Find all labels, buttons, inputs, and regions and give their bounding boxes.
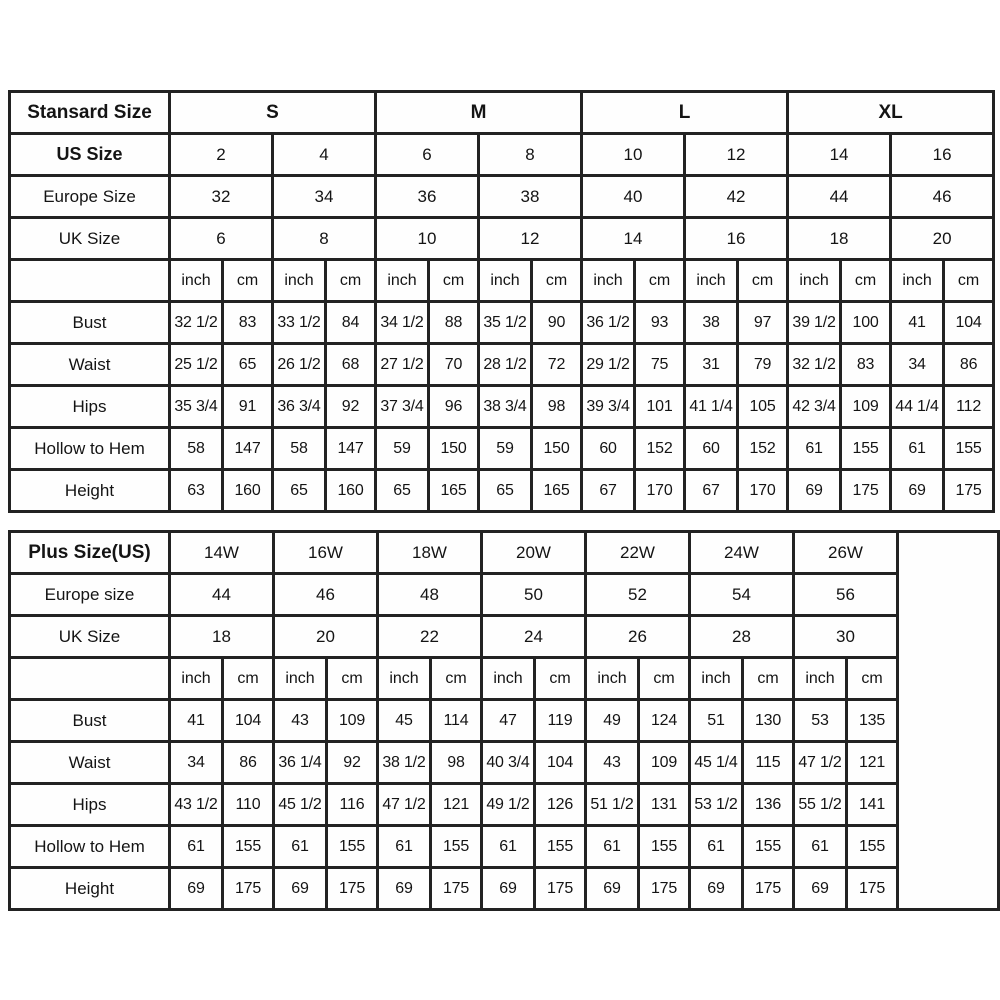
size-group-header: 14W <box>170 532 274 574</box>
unit-inch-header: inch <box>685 260 738 302</box>
size-group-header: XL <box>788 92 994 134</box>
size-info-row <box>10 218 994 260</box>
measurement-cell: 155 <box>944 428 994 470</box>
row-label: Hips <box>10 386 170 428</box>
empty-spacer-cell <box>898 532 999 910</box>
measurement-cell: 58 <box>170 428 223 470</box>
measurement-cell: 105 <box>738 386 788 428</box>
measurement-cell: 53 <box>794 700 847 742</box>
unit-inch-header: inch <box>788 260 841 302</box>
measurement-cell: 59 <box>479 428 532 470</box>
measurement-cell: 124 <box>639 700 690 742</box>
unit-cm-header: cm <box>223 260 273 302</box>
measurement-cell: 155 <box>743 826 794 868</box>
measurement-cell: 49 <box>586 700 639 742</box>
unit-cm-header: cm <box>431 658 482 700</box>
measurement-cell: 160 <box>223 470 273 512</box>
measurement-cell: 61 <box>891 428 944 470</box>
measurement-cell: 29 1/2 <box>582 344 635 386</box>
measurement-cell: 92 <box>327 742 378 784</box>
row-label: Height <box>10 868 170 910</box>
size-value-cell: 26 <box>586 616 690 658</box>
unit-cm-header: cm <box>635 260 685 302</box>
measurement-cell: 69 <box>794 868 847 910</box>
size-info-row <box>10 134 994 176</box>
measurement-cell: 69 <box>170 868 223 910</box>
size-value-cell: 6 <box>170 218 273 260</box>
unit-cm-header: cm <box>841 260 891 302</box>
measurement-cell: 100 <box>841 302 891 344</box>
measurement-row <box>10 742 999 784</box>
measurement-cell: 104 <box>535 742 586 784</box>
unit-inch-header: inch <box>482 658 535 700</box>
measurement-cell: 51 1/2 <box>586 784 639 826</box>
size-value-cell: 10 <box>582 134 685 176</box>
measurement-cell: 60 <box>685 428 738 470</box>
row-label: Hollow to Hem <box>10 826 170 868</box>
size-value-cell: 46 <box>274 574 378 616</box>
measurement-cell: 96 <box>429 386 479 428</box>
measurement-cell: 55 1/2 <box>794 784 847 826</box>
measurement-cell: 68 <box>326 344 376 386</box>
measurement-cell: 155 <box>535 826 586 868</box>
measurement-cell: 45 1/2 <box>274 784 327 826</box>
measurement-cell: 37 3/4 <box>376 386 429 428</box>
measurement-cell: 47 1/2 <box>794 742 847 784</box>
measurement-cell: 61 <box>788 428 841 470</box>
measurement-cell: 165 <box>429 470 479 512</box>
measurement-cell: 115 <box>743 742 794 784</box>
unit-cm-header: cm <box>847 658 898 700</box>
measurement-cell: 152 <box>738 428 788 470</box>
row-label: Waist <box>10 344 170 386</box>
unit-inch-header: inch <box>273 260 326 302</box>
unit-row-empty-label <box>10 658 170 700</box>
measurement-cell: 36 1/2 <box>582 302 635 344</box>
measurement-cell: 175 <box>431 868 482 910</box>
measurement-cell: 136 <box>743 784 794 826</box>
measurement-cell: 60 <box>582 428 635 470</box>
measurement-cell: 91 <box>223 386 273 428</box>
unit-inch-header: inch <box>479 260 532 302</box>
measurement-cell: 160 <box>326 470 376 512</box>
measurement-cell: 61 <box>378 826 431 868</box>
measurement-cell: 40 3/4 <box>482 742 535 784</box>
row-label: Bust <box>10 302 170 344</box>
measurement-cell: 63 <box>170 470 223 512</box>
measurement-cell: 175 <box>639 868 690 910</box>
measurement-cell: 36 3/4 <box>273 386 326 428</box>
unit-inch-header: inch <box>378 658 431 700</box>
size-value-cell: 32 <box>170 176 273 218</box>
plus-size-table <box>8 530 1000 911</box>
measurement-cell: 147 <box>223 428 273 470</box>
row-label: UK Size <box>10 616 170 658</box>
measurement-cell: 155 <box>841 428 891 470</box>
measurement-cell: 79 <box>738 344 788 386</box>
unit-inch-header: inch <box>170 260 223 302</box>
unit-cm-header: cm <box>429 260 479 302</box>
unit-cm-header: cm <box>738 260 788 302</box>
measurement-row <box>10 700 999 742</box>
measurement-cell: 35 1/2 <box>479 302 532 344</box>
measurement-cell: 36 1/4 <box>274 742 327 784</box>
measurement-cell: 69 <box>891 470 944 512</box>
measurement-cell: 84 <box>326 302 376 344</box>
unit-inch-header: inch <box>794 658 847 700</box>
measurement-cell: 165 <box>532 470 582 512</box>
unit-inch-header: inch <box>586 658 639 700</box>
measurement-cell: 70 <box>429 344 479 386</box>
measurement-row <box>10 302 994 344</box>
size-value-cell: 48 <box>378 574 482 616</box>
measurement-cell: 72 <box>532 344 582 386</box>
measurement-cell: 42 3/4 <box>788 386 841 428</box>
size-value-cell: 44 <box>788 176 891 218</box>
measurement-row <box>10 344 994 386</box>
measurement-row <box>10 470 994 512</box>
measurement-cell: 69 <box>378 868 431 910</box>
measurement-cell: 83 <box>223 302 273 344</box>
measurement-cell: 155 <box>431 826 482 868</box>
size-value-cell: 46 <box>891 176 994 218</box>
measurement-row <box>10 428 994 470</box>
measurement-cell: 86 <box>944 344 994 386</box>
measurement-cell: 69 <box>586 868 639 910</box>
size-value-cell: 4 <box>273 134 376 176</box>
measurement-cell: 109 <box>327 700 378 742</box>
measurement-cell: 25 1/2 <box>170 344 223 386</box>
measurement-cell: 121 <box>431 784 482 826</box>
size-group-header: S <box>170 92 376 134</box>
table-title: Plus Size(US) <box>10 532 170 574</box>
size-group-header: 20W <box>482 532 586 574</box>
size-value-cell: 30 <box>794 616 898 658</box>
row-label: Europe Size <box>10 176 170 218</box>
unit-cm-header: cm <box>944 260 994 302</box>
measurement-cell: 90 <box>532 302 582 344</box>
size-value-cell: 20 <box>274 616 378 658</box>
size-group-header-row <box>10 532 999 574</box>
measurement-cell: 65 <box>273 470 326 512</box>
measurement-cell: 109 <box>841 386 891 428</box>
measurement-cell: 31 <box>685 344 738 386</box>
measurement-cell: 93 <box>635 302 685 344</box>
measurement-cell: 58 <box>273 428 326 470</box>
measurement-cell: 44 1/4 <box>891 386 944 428</box>
measurement-cell: 69 <box>690 868 743 910</box>
size-value-cell: 14 <box>788 134 891 176</box>
unit-cm-header: cm <box>535 658 586 700</box>
row-label: US Size <box>10 134 170 176</box>
size-group-header: 18W <box>378 532 482 574</box>
size-info-row <box>10 616 999 658</box>
measurement-cell: 126 <box>535 784 586 826</box>
size-group-header: 24W <box>690 532 794 574</box>
size-value-cell: 22 <box>378 616 482 658</box>
measurement-cell: 61 <box>794 826 847 868</box>
standard-size-table <box>8 90 995 513</box>
row-label: UK Size <box>10 218 170 260</box>
measurement-cell: 131 <box>639 784 690 826</box>
size-value-cell: 12 <box>685 134 788 176</box>
measurement-cell: 38 1/2 <box>378 742 431 784</box>
measurement-cell: 104 <box>223 700 274 742</box>
unit-cm-header: cm <box>743 658 794 700</box>
measurement-cell: 175 <box>327 868 378 910</box>
unit-header-row <box>10 260 994 302</box>
measurement-cell: 32 1/2 <box>788 344 841 386</box>
measurement-cell: 38 3/4 <box>479 386 532 428</box>
measurement-row <box>10 386 994 428</box>
measurement-cell: 101 <box>635 386 685 428</box>
measurement-cell: 112 <box>944 386 994 428</box>
size-value-cell: 44 <box>170 574 274 616</box>
size-value-cell: 42 <box>685 176 788 218</box>
measurement-cell: 170 <box>635 470 685 512</box>
measurement-cell: 65 <box>479 470 532 512</box>
size-value-cell: 36 <box>376 176 479 218</box>
measurement-cell: 34 <box>170 742 223 784</box>
measurement-cell: 152 <box>635 428 685 470</box>
size-value-cell: 10 <box>376 218 479 260</box>
measurement-cell: 88 <box>429 302 479 344</box>
measurement-cell: 32 1/2 <box>170 302 223 344</box>
size-value-cell: 6 <box>376 134 479 176</box>
measurement-cell: 141 <box>847 784 898 826</box>
measurement-cell: 119 <box>535 700 586 742</box>
measurement-cell: 116 <box>327 784 378 826</box>
size-value-cell: 16 <box>685 218 788 260</box>
size-value-cell: 16 <box>891 134 994 176</box>
measurement-cell: 47 1/2 <box>378 784 431 826</box>
measurement-cell: 69 <box>482 868 535 910</box>
measurement-cell: 45 1/4 <box>690 742 743 784</box>
unit-cm-header: cm <box>639 658 690 700</box>
measurement-cell: 175 <box>743 868 794 910</box>
unit-inch-header: inch <box>170 658 223 700</box>
row-label: Hips <box>10 784 170 826</box>
unit-inch-header: inch <box>582 260 635 302</box>
measurement-cell: 104 <box>944 302 994 344</box>
unit-inch-header: inch <box>690 658 743 700</box>
measurement-row <box>10 826 999 868</box>
measurement-cell: 41 1/4 <box>685 386 738 428</box>
size-value-cell: 14 <box>582 218 685 260</box>
measurement-cell: 26 1/2 <box>273 344 326 386</box>
size-group-header-row <box>10 92 994 134</box>
size-value-cell: 40 <box>582 176 685 218</box>
measurement-cell: 28 1/2 <box>479 344 532 386</box>
measurement-cell: 34 <box>891 344 944 386</box>
size-value-cell: 20 <box>891 218 994 260</box>
row-label: Height <box>10 470 170 512</box>
measurement-cell: 65 <box>376 470 429 512</box>
size-group-header: M <box>376 92 582 134</box>
measurement-cell: 41 <box>170 700 223 742</box>
measurement-cell: 43 1/2 <box>170 784 223 826</box>
measurement-cell: 47 <box>482 700 535 742</box>
row-label: Europe size <box>10 574 170 616</box>
measurement-cell: 175 <box>847 868 898 910</box>
size-value-cell: 24 <box>482 616 586 658</box>
measurement-cell: 39 1/2 <box>788 302 841 344</box>
measurement-cell: 61 <box>274 826 327 868</box>
measurement-cell: 34 1/2 <box>376 302 429 344</box>
unit-inch-header: inch <box>891 260 944 302</box>
measurement-cell: 92 <box>326 386 376 428</box>
measurement-cell: 61 <box>482 826 535 868</box>
measurement-cell: 67 <box>685 470 738 512</box>
size-value-cell: 34 <box>273 176 376 218</box>
measurement-cell: 150 <box>532 428 582 470</box>
size-value-cell: 18 <box>788 218 891 260</box>
measurement-cell: 147 <box>326 428 376 470</box>
measurement-cell: 155 <box>847 826 898 868</box>
measurement-cell: 61 <box>586 826 639 868</box>
unit-inch-header: inch <box>376 260 429 302</box>
size-value-cell: 8 <box>479 134 582 176</box>
measurement-cell: 97 <box>738 302 788 344</box>
measurement-cell: 39 3/4 <box>582 386 635 428</box>
size-info-row <box>10 574 999 616</box>
measurement-cell: 69 <box>788 470 841 512</box>
measurement-cell: 155 <box>327 826 378 868</box>
measurement-cell: 53 1/2 <box>690 784 743 826</box>
measurement-cell: 110 <box>223 784 274 826</box>
measurement-cell: 98 <box>431 742 482 784</box>
measurement-row <box>10 784 999 826</box>
measurement-cell: 135 <box>847 700 898 742</box>
unit-cm-header: cm <box>326 260 376 302</box>
measurement-cell: 43 <box>274 700 327 742</box>
measurement-cell: 75 <box>635 344 685 386</box>
measurement-cell: 114 <box>431 700 482 742</box>
measurement-cell: 38 <box>685 302 738 344</box>
table-title: Stansard Size <box>10 92 170 134</box>
size-group-header: L <box>582 92 788 134</box>
size-value-cell: 18 <box>170 616 274 658</box>
measurement-cell: 155 <box>639 826 690 868</box>
row-label: Bust <box>10 700 170 742</box>
unit-cm-header: cm <box>327 658 378 700</box>
size-value-cell: 38 <box>479 176 582 218</box>
measurement-cell: 27 1/2 <box>376 344 429 386</box>
size-group-header: 16W <box>274 532 378 574</box>
measurement-cell: 130 <box>743 700 794 742</box>
size-group-header: 26W <box>794 532 898 574</box>
measurement-cell: 175 <box>841 470 891 512</box>
measurement-cell: 175 <box>223 868 274 910</box>
measurement-cell: 61 <box>170 826 223 868</box>
unit-header-row <box>10 658 999 700</box>
size-value-cell: 2 <box>170 134 273 176</box>
measurement-cell: 109 <box>639 742 690 784</box>
row-label: Waist <box>10 742 170 784</box>
measurement-cell: 83 <box>841 344 891 386</box>
measurement-cell: 33 1/2 <box>273 302 326 344</box>
size-value-cell: 52 <box>586 574 690 616</box>
measurement-cell: 65 <box>223 344 273 386</box>
unit-cm-header: cm <box>223 658 274 700</box>
size-group-header: 22W <box>586 532 690 574</box>
measurement-row <box>10 868 999 910</box>
measurement-cell: 61 <box>690 826 743 868</box>
measurement-cell: 41 <box>891 302 944 344</box>
measurement-cell: 49 1/2 <box>482 784 535 826</box>
measurement-cell: 155 <box>223 826 274 868</box>
unit-row-empty-label <box>10 260 170 302</box>
measurement-cell: 69 <box>274 868 327 910</box>
size-value-cell: 50 <box>482 574 586 616</box>
size-value-cell: 12 <box>479 218 582 260</box>
size-value-cell: 54 <box>690 574 794 616</box>
measurement-cell: 86 <box>223 742 274 784</box>
size-value-cell: 28 <box>690 616 794 658</box>
size-value-cell: 56 <box>794 574 898 616</box>
measurement-cell: 175 <box>535 868 586 910</box>
measurement-cell: 45 <box>378 700 431 742</box>
size-info-row <box>10 176 994 218</box>
measurement-cell: 170 <box>738 470 788 512</box>
measurement-cell: 35 3/4 <box>170 386 223 428</box>
measurement-cell: 59 <box>376 428 429 470</box>
row-label: Hollow to Hem <box>10 428 170 470</box>
measurement-cell: 98 <box>532 386 582 428</box>
measurement-cell: 43 <box>586 742 639 784</box>
size-value-cell: 8 <box>273 218 376 260</box>
measurement-cell: 150 <box>429 428 479 470</box>
measurement-cell: 175 <box>944 470 994 512</box>
measurement-cell: 67 <box>582 470 635 512</box>
measurement-cell: 51 <box>690 700 743 742</box>
unit-cm-header: cm <box>532 260 582 302</box>
measurement-cell: 121 <box>847 742 898 784</box>
unit-inch-header: inch <box>274 658 327 700</box>
